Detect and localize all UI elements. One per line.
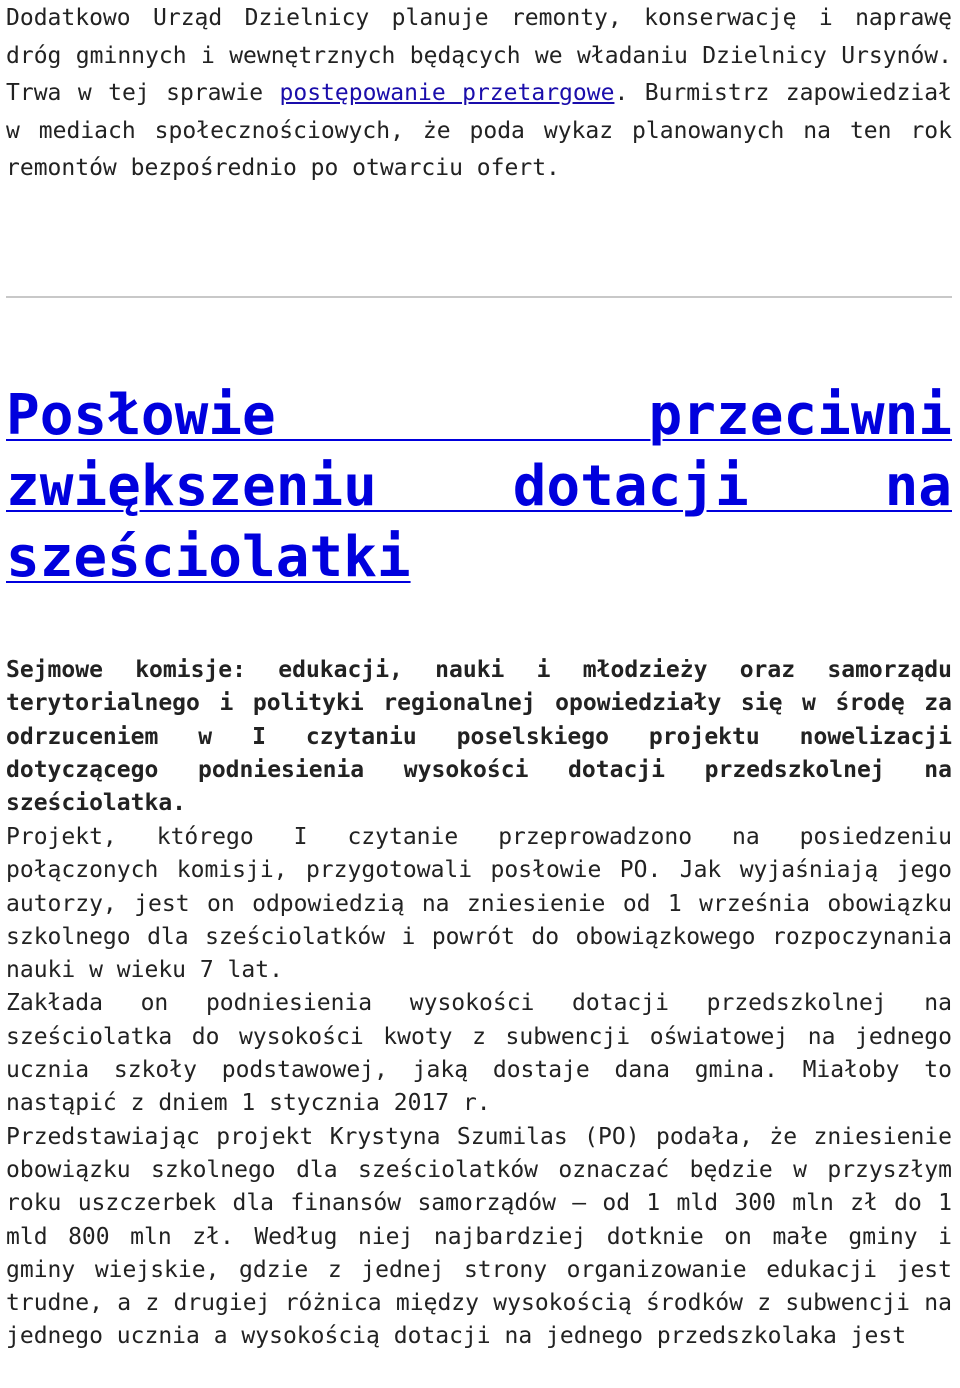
article-title [6,380,952,593]
intro-text-after-link: . Burmistrz zapowiedział w mediach społecznościowych, że poda wykaz planowanych na ten rok remontów bezpośrednio po otwarciu ofert. [6,80,952,181]
article-paragraph-2: Zakłada on podniesienia wysokości dotacji przedszkolnej na sześciolatka do wysokości kwoty z subwencji oświatowej na jednego ucznia szkoły podstawowej, jaką dostaje dana gmina. Miałoby to nastąpić z dniem 1 stycznia 2017 r. [6,990,952,1117]
section-divider [6,296,952,298]
intro-paragraph [6,0,952,188]
tender-procedure-link[interactable]: postępowanie przetargowe [279,80,615,106]
intro-text-before-link: Dodatkowo Urząd Dzielnicy planuje remonty, konserwację i naprawę dróg gminnych i wewnętrznych będących we władaniu Dzielnicy Ursynów. Trwa w tej sprawie [6,5,952,106]
article-body [6,821,952,1354]
article-lead: Sejmowe komisje: edukacji, nauki i młodzieży oraz samorządu terytorialnego i polityki regionalnej opowiedziały się w środę za odrzuceniem w I czytaniu poselskiego projektu nowelizacji dotyczącego podniesienia wysokości dotacji przedszkolnej na sześciolatka. [6,657,952,817]
article-paragraph-1: Projekt, którego I czytanie przeprowadzono na posiedzeniu połączonych komisji, przygotowali posłowie PO. Jak wyjaśniają jego autorzy, jest on odpowiedzią na zniesienie od 1 września obowiązku szkolnego dla sześciolatków i powrót do obowiązkowego rozpoczynania nauki w wieku 7 lat. [6,824,952,984]
article-title-link[interactable]: Posłowie przeciwni zwiększeniu dotacji na sześciolatki [6,383,952,590]
article-paragraph-3: Przedstawiając projekt Krystyna Szumilas (PO) podała, że zniesienie obowiązku szkolnego dla sześciolatków oznaczać będzie w przyszłym roku uszczerbek dla finansów samorządów – od 1 mld 300 mln zł do 1 mld 800 mln zł. Według niej najbardziej dotknie on małe gminy i gminy wiejskie, gdzie z jednej strony organizowanie edukacji jest trudne, a z drugiej różnica między wysokością środków z subwencji na jednego ucznia a wysokością dotacji na jednego przedszkolaka jest [6,1123,952,1350]
article-page [6,0,952,1350]
